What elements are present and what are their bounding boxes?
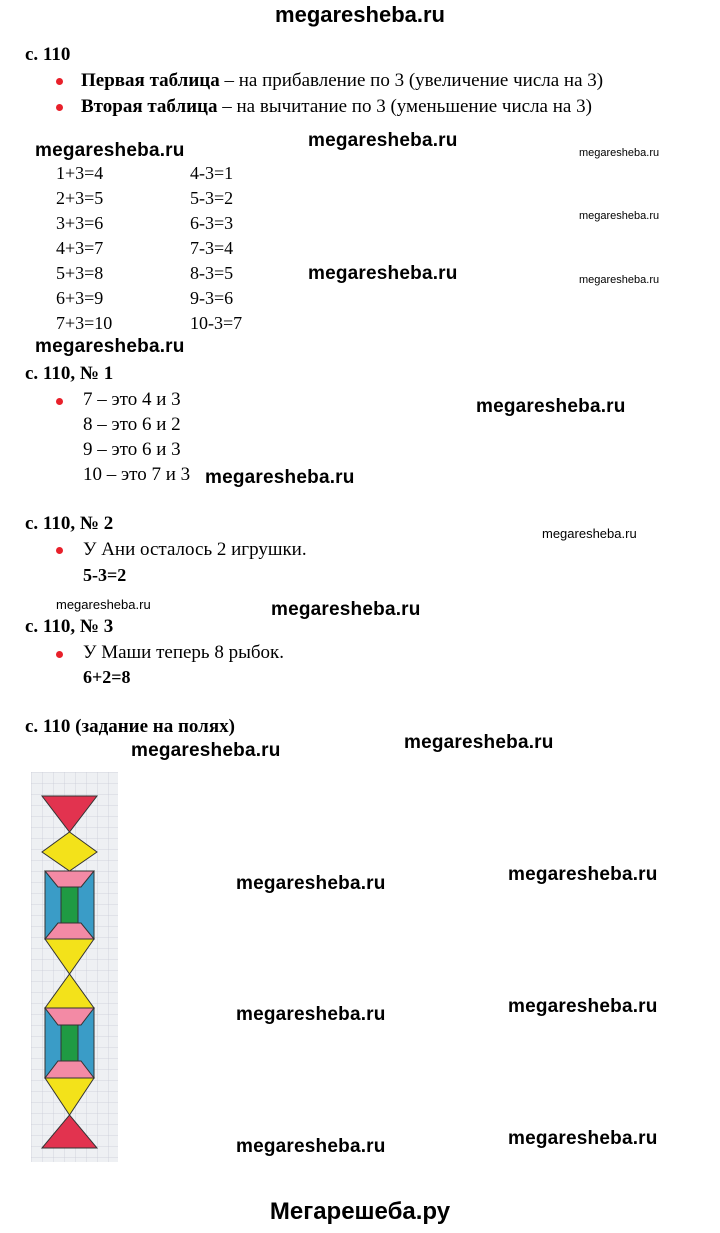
bullet-second-table: Вторая таблица – на вычитание по 3 (уменьшение числа на 3): [81, 96, 592, 117]
addition-row: 2+3=5: [56, 188, 104, 208]
watermark: megaresheba.ru: [508, 1128, 658, 1149]
addition-row: 5+3=8: [56, 263, 104, 283]
section-heading-p110-n1: с. 110, № 1: [25, 363, 114, 384]
composition-line: 10 – это 7 и 3: [83, 464, 191, 485]
watermark: megaresheba.ru: [508, 996, 658, 1017]
watermark: megaresheba.ru: [56, 597, 151, 612]
watermark: megaresheba.ru: [236, 873, 386, 894]
answer-text: У Маши теперь 8 рыбок.: [83, 642, 284, 663]
subtraction-row: 4-3=1: [190, 163, 234, 183]
pattern-drawing: [31, 772, 118, 1162]
addition-row: 4+3=7: [56, 238, 104, 258]
answer-equation: 5-3=2: [83, 565, 127, 585]
watermark: megaresheba.ru: [205, 467, 355, 488]
composition-line: 9 – это 6 и 3: [83, 439, 181, 460]
section-heading-p110-n2: с. 110, № 2: [25, 513, 114, 534]
subtraction-row: 9-3=6: [190, 288, 234, 308]
watermark: megaresheba.ru: [236, 1136, 386, 1157]
blue-pink-block: [45, 871, 94, 939]
watermark: megaresheba.ru: [579, 274, 660, 286]
subtraction-row: 5-3=2: [190, 188, 234, 208]
watermark: megaresheba.ru: [579, 147, 660, 159]
subtraction-row: 10-3=7: [190, 313, 243, 333]
answer-text: У Ани осталось 2 игрушки.: [83, 539, 307, 560]
watermark: megaresheba.ru: [476, 396, 626, 417]
addition-row: 7+3=10: [56, 313, 113, 333]
watermark: megaresheba.ru: [35, 336, 185, 357]
site-header: megaresheba.ru: [275, 2, 445, 27]
answer-equation: 6+2=8: [83, 667, 131, 687]
bullet-dot: [56, 78, 63, 85]
bullet-dot: [56, 104, 63, 111]
watermark: megaresheba.ru: [579, 210, 660, 222]
bullet-dot: [56, 547, 63, 554]
bullet-first-table: Первая таблица – на прибавление по 3 (увеличение числа на 3): [81, 70, 604, 91]
watermark: megaresheba.ru: [35, 140, 185, 161]
watermark: megaresheba.ru: [542, 526, 637, 541]
watermark: megaresheba.ru: [508, 864, 658, 885]
addition-row: 3+3=6: [56, 213, 104, 233]
blue-pink-block: [45, 1008, 94, 1078]
subtraction-row: 8-3=5: [190, 263, 234, 283]
section-heading-p110: с. 110: [25, 44, 71, 65]
section-heading-p110-margin-task: с. 110 (задание на полях): [25, 716, 235, 737]
composition-line: 8 – это 6 и 2: [83, 414, 181, 435]
section-heading-p110-n3: с. 110, № 3: [25, 616, 114, 637]
watermark: megaresheba.ru: [271, 599, 421, 620]
addition-row: 1+3=4: [56, 163, 104, 183]
bullet-dot: [56, 651, 63, 658]
site-footer: Мегарешеба.ру: [269, 1198, 451, 1225]
composition-line: 7 – это 4 и 3: [83, 389, 181, 410]
watermark: megaresheba.ru: [308, 130, 458, 151]
watermark: megaresheba.ru: [308, 263, 458, 284]
watermark: megaresheba.ru: [131, 740, 281, 761]
watermark: megaresheba.ru: [236, 1004, 386, 1025]
subtraction-row: 7-3=4: [190, 238, 234, 258]
subtraction-row: 6-3=3: [190, 213, 234, 233]
addition-row: 6+3=9: [56, 288, 104, 308]
bullet-dot: [56, 398, 63, 405]
watermark: megaresheba.ru: [404, 732, 554, 753]
